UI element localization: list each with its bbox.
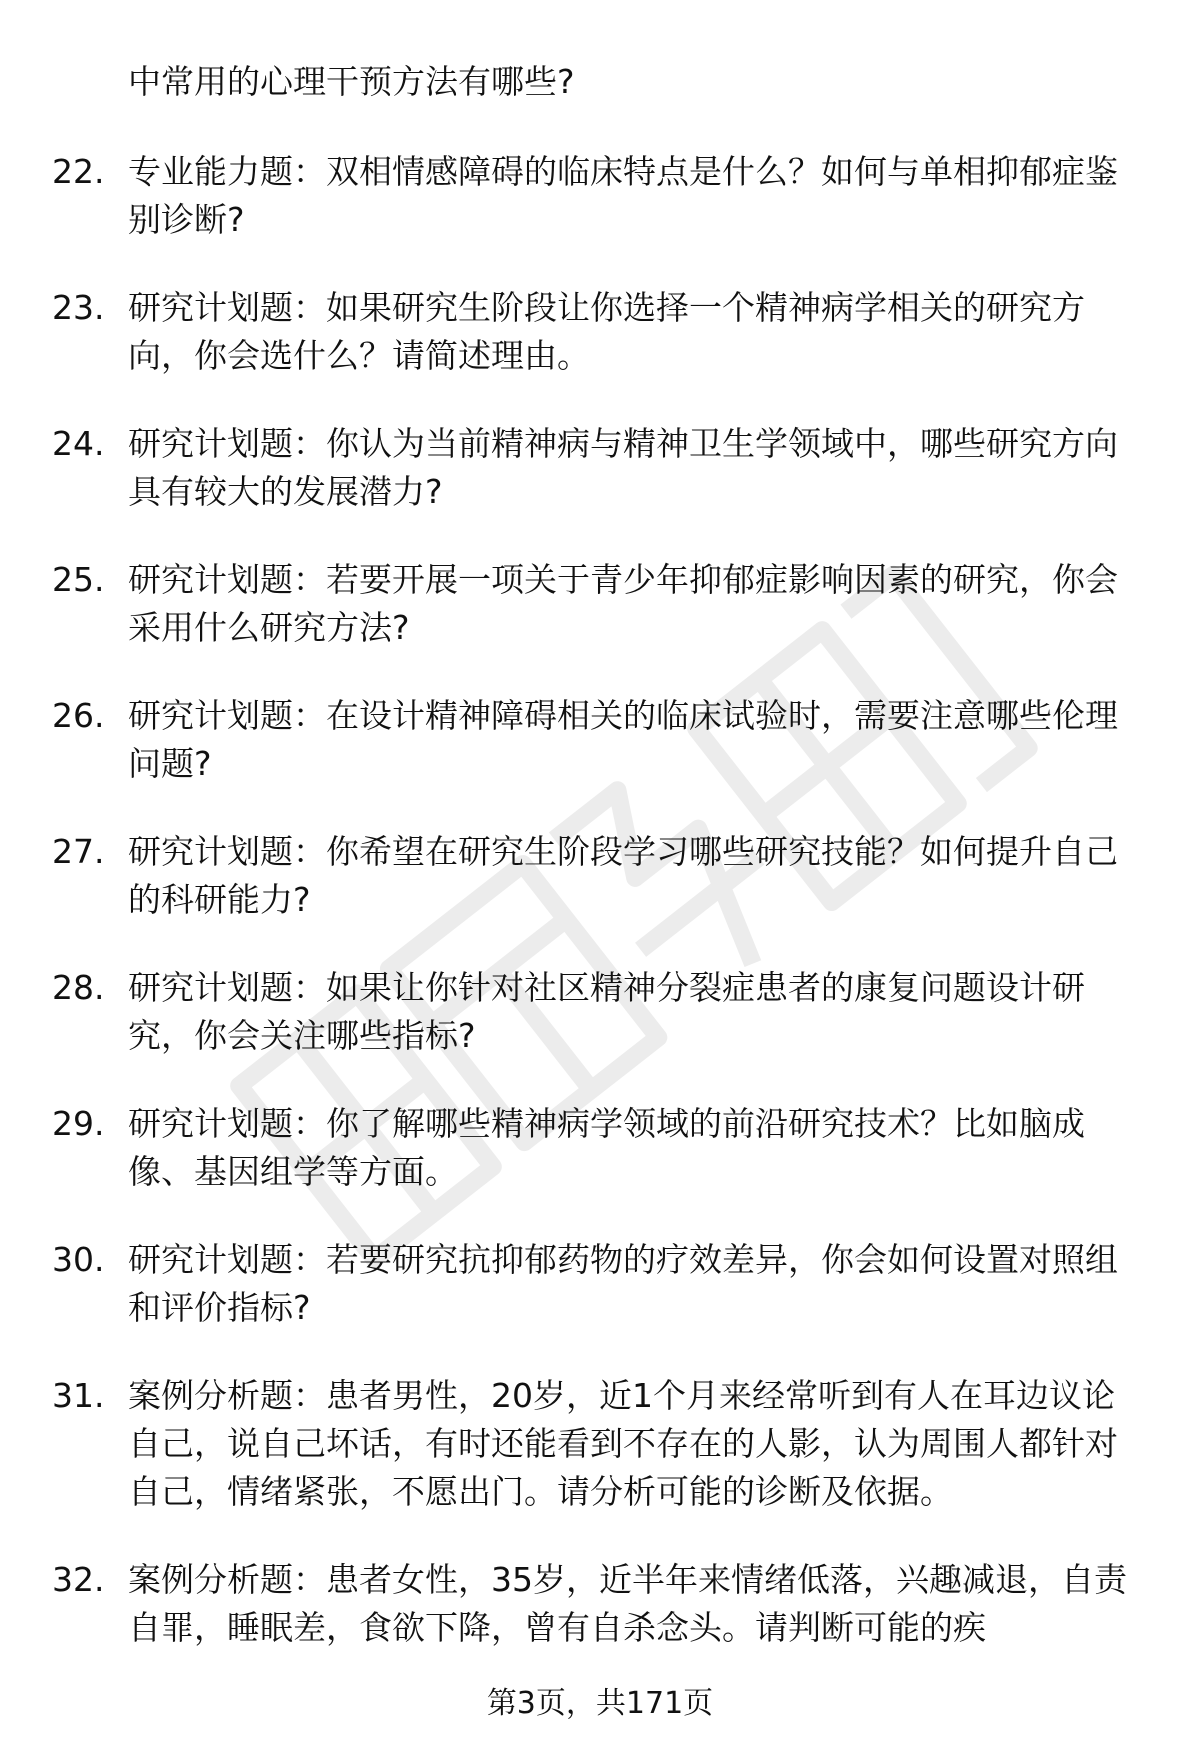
- question-number: 31.: [52, 1376, 105, 1415]
- question-text: 研究计划题：如果研究生阶段让你选择一个精神病学相关的研究方向，你会选什么？请简述理由。: [128, 288, 1085, 375]
- question-number: 24.: [52, 424, 105, 463]
- question-item: [0, 692, 1200, 788]
- question-text: 研究计划题：你希望在研究生阶段学习哪些研究技能？如何提升自己的科研能力?: [128, 832, 1118, 919]
- question-number: 22.: [52, 152, 105, 191]
- question-number: 29.: [52, 1104, 105, 1143]
- question-number: 23.: [52, 288, 105, 327]
- question-number: 25.: [52, 560, 105, 599]
- question-item: [0, 1100, 1200, 1196]
- question-text: 专业能力题：双相情感障碍的临床特点是什么？如何与单相抑郁症鉴别诊断?: [128, 152, 1118, 239]
- question-number: 28.: [52, 968, 105, 1007]
- question-item: [0, 556, 1200, 652]
- continuation-text: 中常用的心理干预方法有哪些?: [128, 62, 575, 101]
- question-item: [0, 964, 1200, 1060]
- question-number: 30.: [52, 1240, 105, 1279]
- question-list: [0, 148, 1200, 1692]
- question-number: 26.: [52, 696, 105, 735]
- question-item: [0, 420, 1200, 516]
- question-number: 32.: [52, 1560, 105, 1599]
- question-text: 研究计划题：你认为当前精神病与精神卫生学领域中，哪些研究方向具有较大的发展潜力?: [128, 424, 1118, 511]
- question-text: 案例分析题：患者男性，20岁，近1个月来经常听到有人在耳边议论自己，说自己坏话，有时还能看到不存在的人影，认为周围人都针对自己，情绪紧张，不愿出门。请分析可能的诊断及依据。: [128, 1376, 1118, 1511]
- question-text: 研究计划题：如果让你针对社区精神分裂症患者的康复问题设计研究，你会关注哪些指标?: [128, 968, 1085, 1055]
- question-item: [0, 1556, 1200, 1652]
- question-number: 27.: [52, 832, 105, 871]
- question-text: 案例分析题：患者女性，35岁，近半年来情绪低落，兴趣减退，自责自罪，睡眠差，食欲下降，曾有自杀念头。请判断可能的疾: [128, 1560, 1127, 1647]
- question-item: [0, 284, 1200, 380]
- question-item: [0, 1236, 1200, 1332]
- question-item: [0, 828, 1200, 924]
- question-text: 研究计划题：若要研究抗抑郁药物的疗效差异，你会如何设置对照组和评价指标?: [128, 1240, 1118, 1327]
- question-text: 研究计划题：你了解哪些精神病学领域的前沿研究技术？比如脑成像、基因组学等方面。: [128, 1104, 1085, 1191]
- page-footer: 第3页，共171页: [486, 1686, 714, 1721]
- question-item: [0, 1372, 1200, 1516]
- question-text: 研究计划题：若要开展一项关于青少年抑郁症影响因素的研究，你会采用什么研究方法?: [128, 560, 1118, 647]
- question-text: 研究计划题：在设计精神障碍相关的临床试验时，需要注意哪些伦理问题?: [128, 696, 1118, 783]
- question-item: [0, 148, 1200, 244]
